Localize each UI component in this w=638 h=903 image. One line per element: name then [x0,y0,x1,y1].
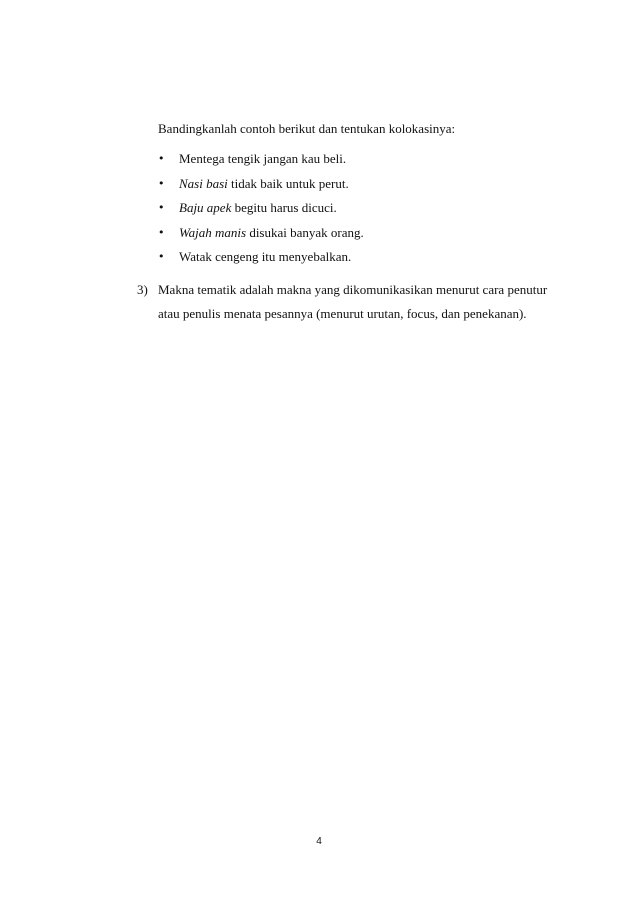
example-sentence [179,151,346,167]
example-phrase: Baju apek [179,200,232,215]
example-text: Mentega tengik jangan kau beli. [179,151,347,166]
example-phrase: Nasi basi [179,175,228,191]
page-number: 4 [316,836,322,847]
item-text-line-2: atau penulis menata pesannya (menurut urutan, focus, dan penekanan). [158,306,527,321]
bullet-icon: • [158,225,165,239]
example-sentence [179,176,349,192]
bullet-icon: • [158,201,165,214]
example-phrase: Wajah manis [179,224,247,240]
item-number: 3) [137,282,148,297]
intro-sentence: Bandingkanlah contoh berikut dan tentukan kolokasinya: [158,121,456,136]
example-text: tidak baik untuk perut. [227,175,349,191]
bullet-icon: • [158,176,165,190]
example-sentence [179,200,337,216]
bullet-icon: • [158,152,165,165]
example-text: begitu harus dicuci. [231,200,337,215]
example-text: Watak cengeng itu menyebalkan. [179,249,352,264]
example-sentence [179,249,351,265]
example-text: disukai banyak orang. [246,224,364,240]
example-sentence [179,225,364,241]
bullet-icon: • [158,250,165,263]
item-text-line-1: Makna tematik adalah makna yang dikomunikasikan menurut cara penutur [158,282,548,297]
